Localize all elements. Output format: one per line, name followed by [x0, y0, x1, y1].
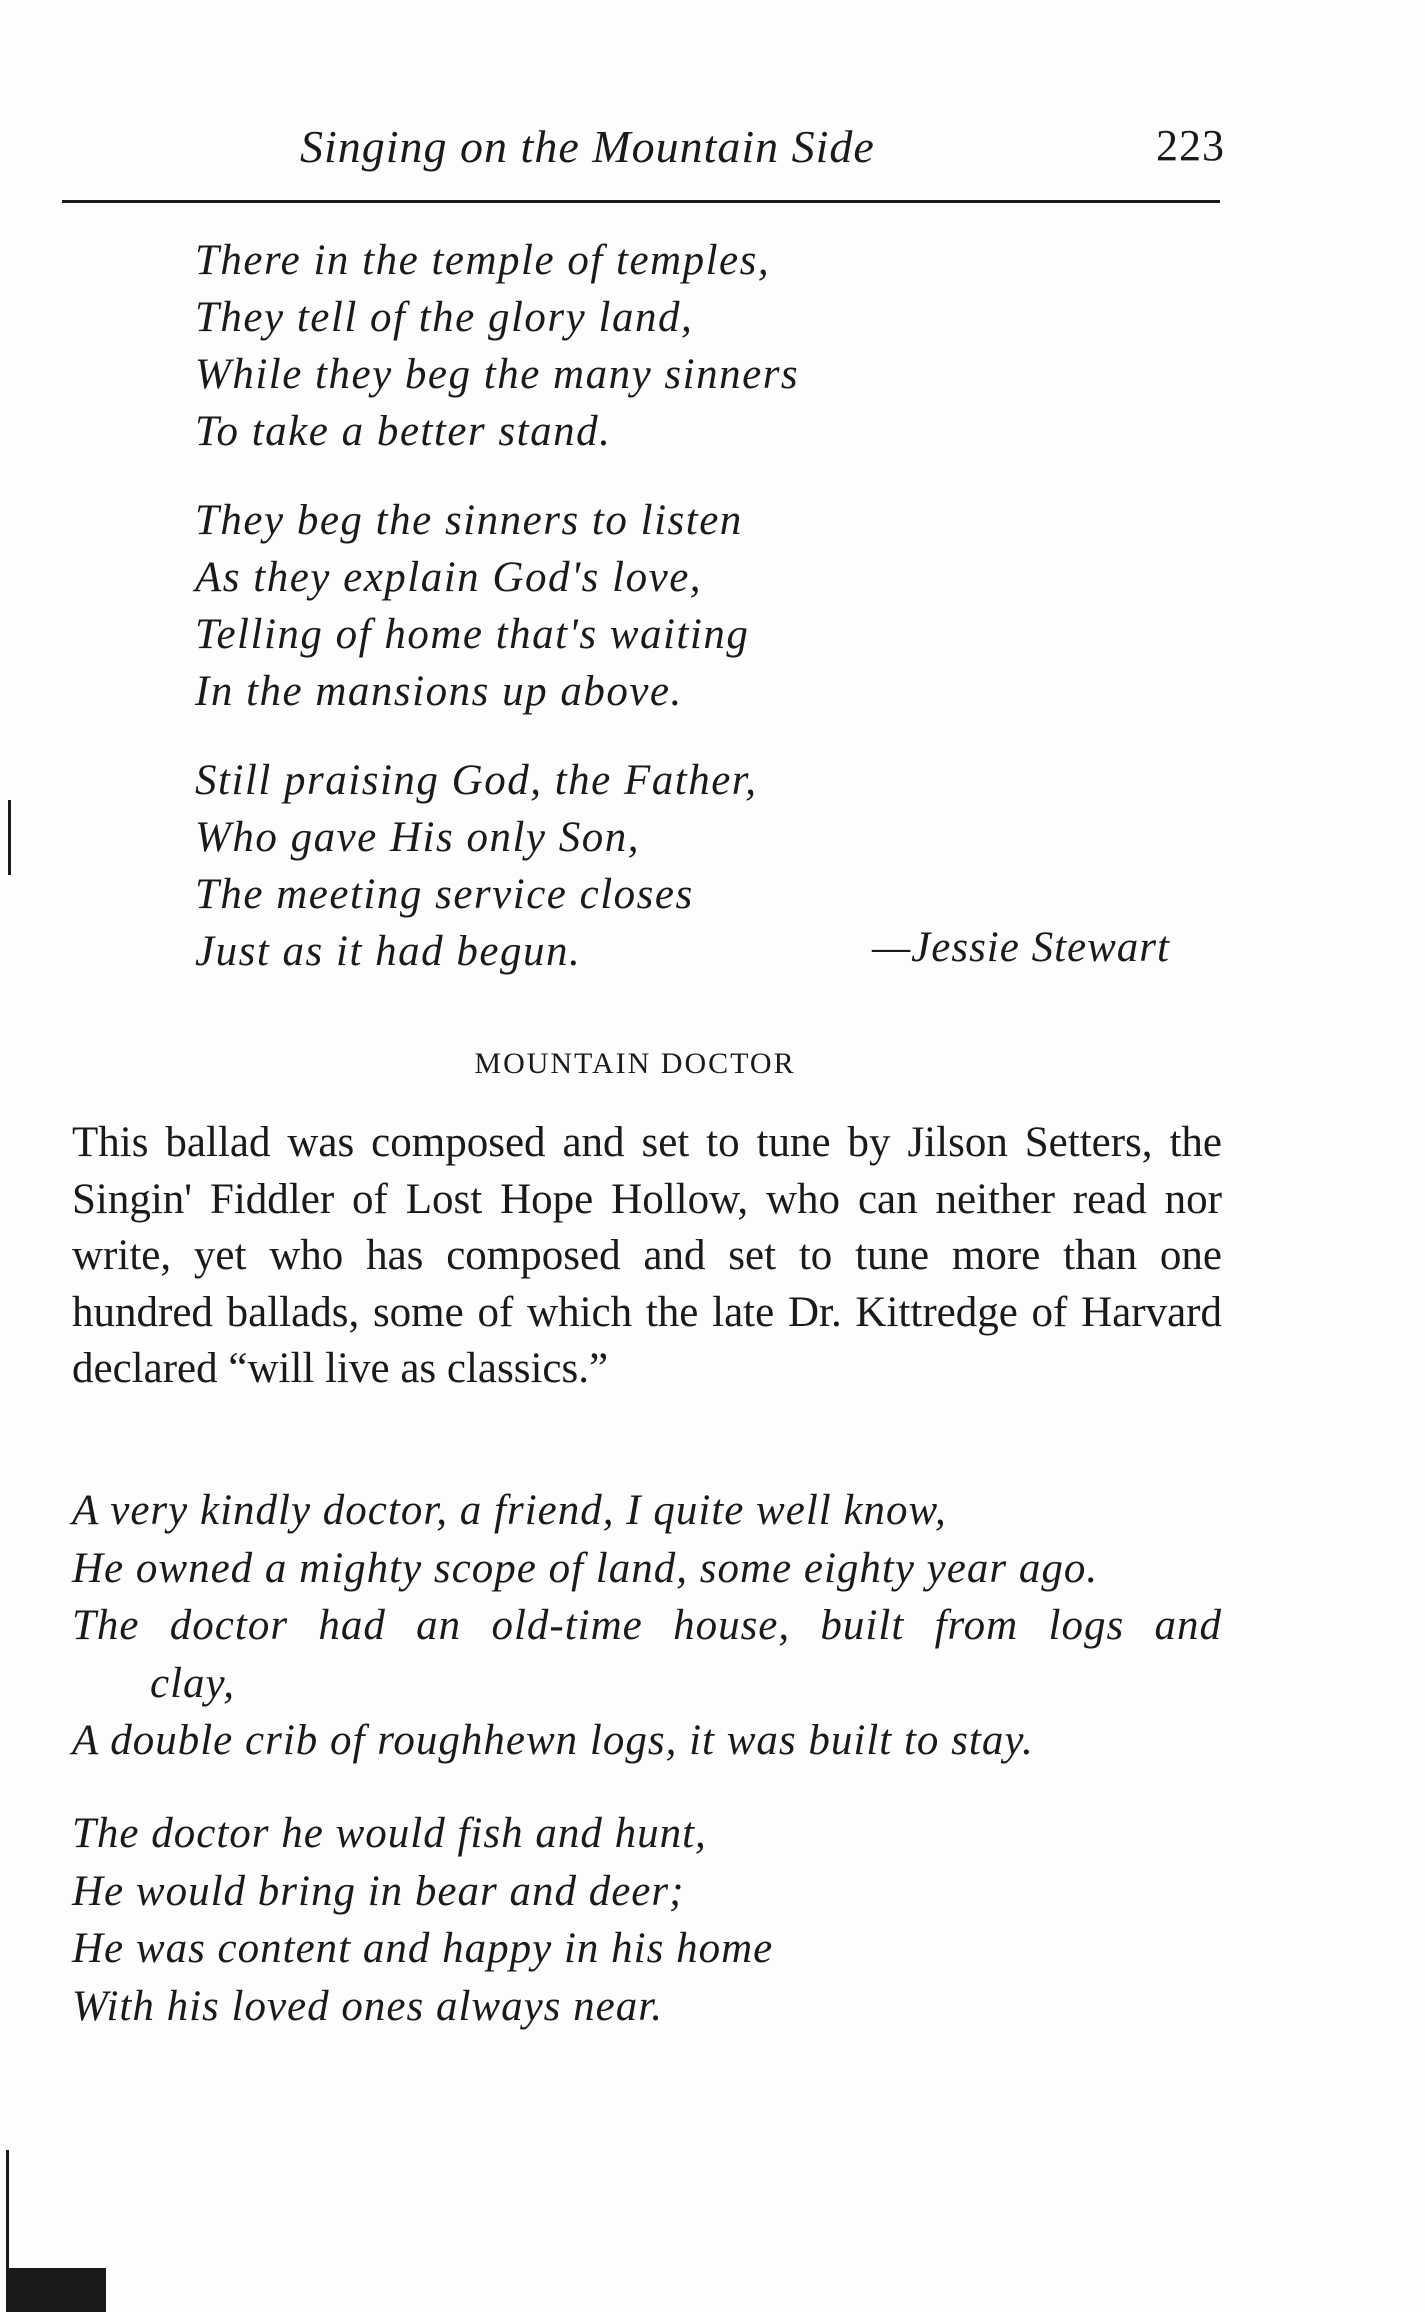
- poem-line: While they beg the many sinners: [195, 351, 800, 398]
- running-title: Singing on the Mountain Side: [300, 121, 875, 172]
- ballad-line: With his loved ones always near.: [72, 1982, 663, 2030]
- poem-line: As they explain God's love,: [195, 554, 703, 601]
- ballad-line: He would bring in bear and deer;: [72, 1867, 685, 1915]
- ballad-line: A double crib of roughhewn logs, it was built to stay.: [72, 1717, 1034, 1764]
- poem-line: The meeting service closes: [195, 871, 694, 918]
- poem-stanza: [195, 492, 749, 720]
- section-heading: MOUNTAIN DOCTOR: [474, 1047, 796, 1080]
- header-rule: [62, 200, 1220, 203]
- ballad-line: The doctor had an old-time house, built from logs and: [72, 1602, 1222, 1649]
- running-header: [300, 120, 1225, 180]
- ballad-line-continuation: clay,: [150, 1659, 235, 1707]
- poem-line: Still praising God, the Father,: [195, 757, 758, 804]
- ballad-line: He owned a mighty scope of land, some eighty year ago.: [72, 1544, 1099, 1592]
- poem-line: To take a better stand.: [195, 408, 612, 455]
- ballad-stanza: [72, 1482, 1222, 1770]
- corner-scan-artifact: [6, 2268, 106, 2312]
- ballad-line: A very kindly doctor, a friend, I quite well know,: [72, 1487, 947, 1534]
- poem-line: There in the temple of temples,: [195, 237, 771, 284]
- page-number: 223: [1156, 121, 1225, 170]
- poem-line: They tell of the glory land,: [195, 294, 694, 341]
- ballad-line: The doctor he would fish and hunt,: [72, 1810, 707, 1857]
- binding-edge-mark: [8, 800, 11, 875]
- poem-line: Who gave His only Son,: [195, 814, 641, 861]
- poem-line: They beg the sinners to listen: [195, 497, 743, 544]
- poem-stanza: [195, 232, 799, 460]
- poem-line: Telling of home that's waiting: [195, 611, 750, 658]
- poem-attribution: —Jessie Stewart: [871, 924, 1170, 971]
- ballad-line: He was content and happy in his home: [72, 1925, 774, 1972]
- intro-paragraph: This ballad was composed and set to tune by Jilson Setters, the Singin' Fiddler of Lost Hope Hollow, who can neither read nor write, yet who has composed and set to tune more than one hundred ballads, some of which the late Dr. Kittredge of Harvard declared “will live as classics.”: [72, 1119, 1222, 1392]
- ballad-stanza: [72, 1805, 1222, 2035]
- poem-stanza: [195, 752, 758, 980]
- poem-line: Just as it had begun.: [195, 928, 582, 975]
- poem-line: In the mansions up above.: [195, 668, 683, 715]
